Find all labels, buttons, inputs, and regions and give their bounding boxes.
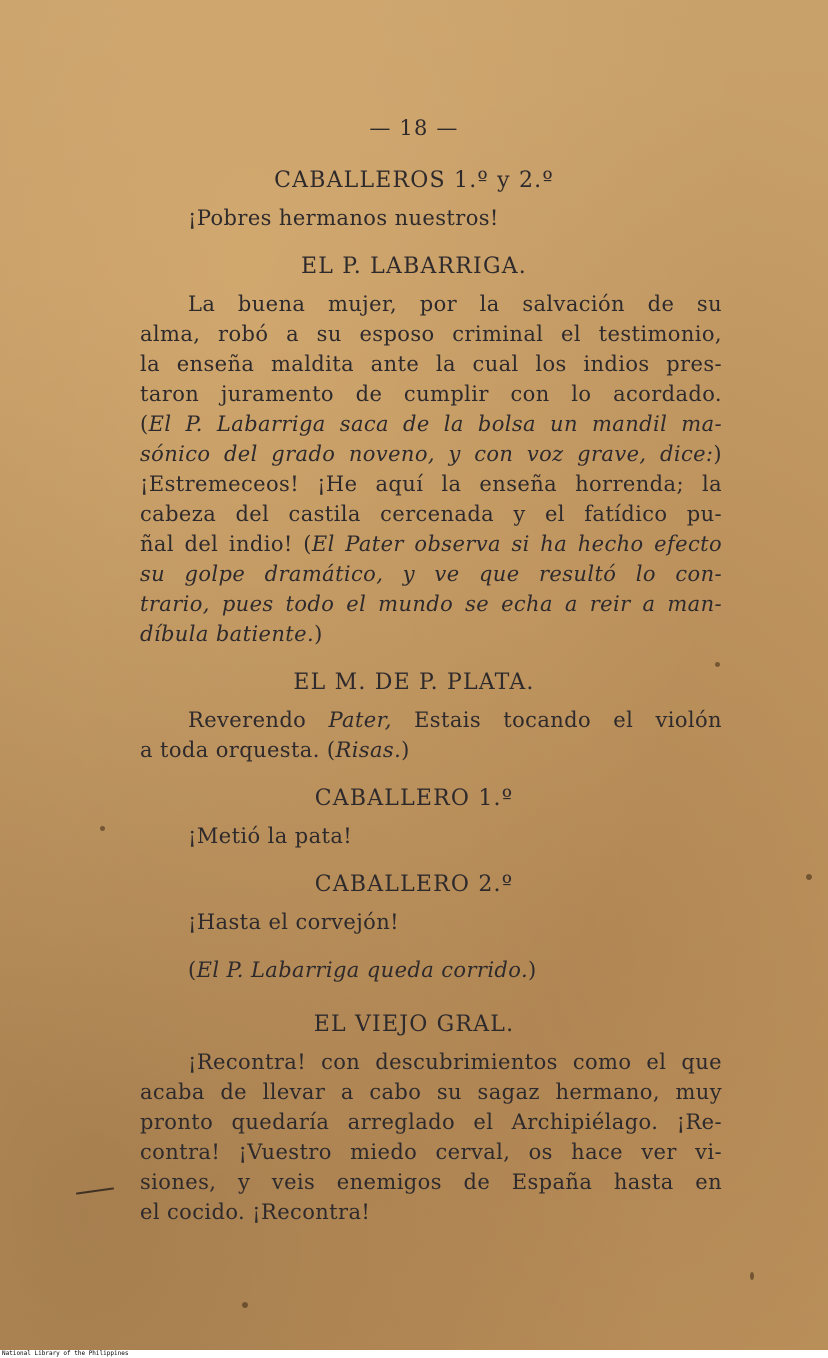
paper-speck [715,662,720,667]
library-credit: National Library of the Philippines [0,1350,828,1358]
dialogue-line: contra! ¡Vuestro miedo cerval, os hace ver vi- [140,1140,722,1164]
dialogue-text: Estais tocando el violón [391,708,722,732]
stage-direction-line [140,562,722,586]
stage-direction-text: trario, pues todo el mundo se echa a reir a man- [140,592,722,616]
dialogue-line: el cocido. ¡Recontra! [140,1200,371,1224]
dialogue-line: ¡Hasta el corvejón! [188,910,399,934]
dialogue-line: acaba de llevar a cabo su sagaz hermano, muy [140,1080,722,1104]
speaker-heading: CABALLEROS 1.º y 2.º [274,168,554,193]
dialogue-line: cabeza del castila cercenada y el fatídico pu- [140,502,722,526]
italic-text: Pater, [328,708,392,732]
dialogue-line: alma, robó a su esposo criminal el testimonio, [140,322,722,346]
dialogue-text: Reverendo [188,708,329,732]
stage-direction-line [140,592,722,616]
dialogue-line: ¡Pobres hermanos nuestros! [188,206,499,230]
paper-speck [806,874,812,880]
dialogue-line: pronto quedaría arreglado el Archipiélago. ¡Re- [140,1110,722,1134]
paren: ) [314,622,323,646]
speaker-heading: EL VIEJO GRAL. [313,1012,515,1037]
dialogue-line [140,738,410,762]
paren: ( [140,412,149,436]
stage-direction-line [140,622,323,646]
ink-mark [76,1187,114,1194]
dialogue-line [140,532,722,556]
dialogue-line: ¡Metió la pata! [188,824,353,848]
stage-direction-line [140,412,722,436]
paren: ( [188,958,197,982]
dialogue-line: ¡Recontra! con descubrimientos como el que [188,1050,722,1074]
dialogue-line: la enseña maldita ante la cual los indios pres- [140,352,722,376]
stage-direction-text: Risas. [335,738,402,762]
stage-direction-line [140,442,722,466]
paren: ) [528,958,537,982]
speaker-heading: EL M. DE P. PLATA. [293,670,535,695]
speaker-heading: EL P. LABARRIGA. [300,254,528,279]
dialogue-line [188,708,722,732]
paper-speck [100,826,105,831]
page-number: — 18 — [369,116,459,140]
paper-speck [242,1302,248,1308]
paren: ) [401,738,410,762]
speaker-heading: CABALLERO 2.º [314,872,514,897]
stage-direction-line [188,958,537,982]
stage-direction-text: El P. Labarriga saca de la bolsa un mandil ma- [148,412,722,436]
dialogue-text: ñal del indio! ( [140,532,312,556]
stage-direction-text: su golpe dramático, y ve que resultó lo con- [140,562,722,586]
stage-direction-text: El Pater observa si ha hecho efecto [311,532,722,556]
dialogue-line: taron juramento de cumplir con lo acordado. [140,382,722,406]
dialogue-text: a toda orquesta. ( [140,738,336,762]
paper-speck [750,1272,754,1280]
stage-direction-text: díbula batiente. [140,622,315,646]
dialogue-line: ¡Estremeceos! ¡He aquí la enseña horrenda; la [140,472,722,496]
paren: ) [713,442,722,466]
stage-direction-text: El P. Labarriga queda corrido. [196,958,529,982]
stage-direction-text: sónico del grado noveno, y con voz grave, dice: [140,442,714,466]
speaker-heading: CABALLERO 1.º [314,786,514,811]
dialogue-line: siones, y veis enemigos de España hasta en [140,1170,722,1194]
dialogue-line: La buena mujer, por la salvación de su [188,292,722,316]
